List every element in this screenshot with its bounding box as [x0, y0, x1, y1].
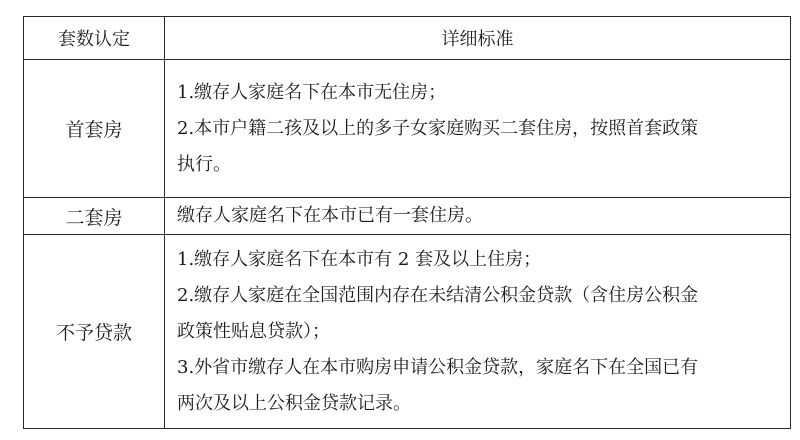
header-category: 套数认定: [24, 17, 165, 60]
detail-line: 执行。: [177, 153, 231, 175]
table-row-second-home: [24, 198, 791, 235]
detail-line: 政策性贴息贷款）；: [177, 320, 330, 342]
detail-first-home: [165, 60, 791, 198]
table-row-first-home: [24, 60, 791, 198]
detail-line: 3.外省市缴存人在本市购房申请公积金贷款，家庭名下在全国已有: [177, 356, 699, 378]
category-first-home: 首套房: [24, 60, 165, 198]
detail-line: 2.缴存人家庭在全国范围内存在未结清公积金贷款（含住房公积金: [177, 284, 699, 306]
table-header-row: [24, 17, 791, 60]
detail-second-home: [165, 198, 791, 235]
category-no-loan: 不予贷款: [24, 235, 165, 429]
detail-line: 1.缴存人家庭名下在本市无住房；: [177, 81, 447, 103]
category-second-home: 二套房: [24, 198, 165, 235]
detail-line: 缴存人家庭名下在本市已有一套住房。: [177, 205, 483, 226]
detail-no-loan: [165, 235, 791, 429]
header-detail: 详细标准: [165, 17, 791, 60]
housing-loan-standard-table: [23, 16, 791, 429]
detail-line: 1.缴存人家庭名下在本市有 2 套及以上住房；: [177, 248, 542, 270]
detail-line: 2.本市户籍二孩及以上的多子女家庭购买二套住房，按照首套政策: [177, 117, 699, 139]
table-row-no-loan: [24, 235, 791, 429]
detail-line: 两次及以上公积金贷款记录。: [177, 392, 411, 414]
